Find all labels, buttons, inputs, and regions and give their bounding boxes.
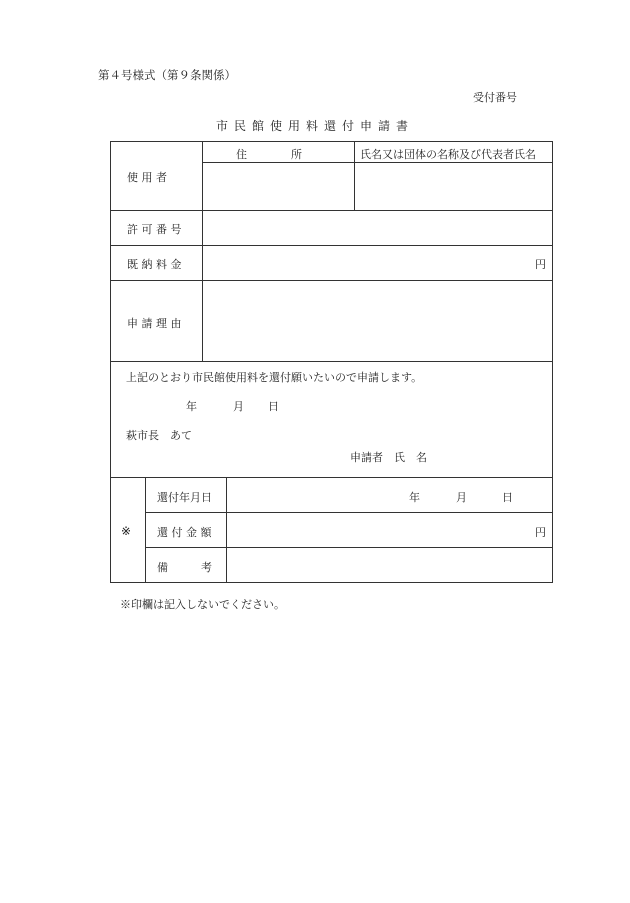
paid-fee-label: 既 納 料 金 [127, 258, 182, 271]
office-use-mark: ※ [121, 524, 132, 538]
footnote: ※印欄は記入しないでください。 [120, 598, 285, 611]
paid-fee-field[interactable] [204, 247, 551, 279]
reason-label: 申 請 理 由 [127, 317, 182, 330]
table-border-top [110, 141, 553, 142]
refund-amount-label: 還 付 金 額 [157, 526, 212, 539]
row-divider [110, 245, 553, 246]
date-day: 日 [268, 400, 279, 413]
label-column-divider [202, 141, 203, 361]
date-year: 年 [186, 400, 197, 413]
refund-amount-unit: 円 [535, 526, 546, 539]
form-number: 第４号様式（第９条関係） [98, 68, 236, 82]
applicant-name-label: 申請者 氏 名 [350, 451, 427, 464]
row-divider [110, 477, 553, 478]
name-field[interactable] [356, 164, 551, 209]
date-month: 月 [233, 400, 244, 413]
refund-date-month: 月 [456, 491, 467, 504]
header-divider [202, 162, 553, 163]
table-border-left [110, 141, 111, 583]
address-name-divider [354, 141, 355, 210]
row-divider [110, 280, 553, 281]
name-header: 氏名又は団体の名称及び代表者氏名 [360, 148, 536, 161]
refund-date-year: 年 [409, 491, 420, 504]
office-mark-divider [145, 477, 146, 582]
paid-fee-unit: 円 [535, 258, 546, 271]
address-header: 住 所 [236, 148, 302, 161]
addressee: 萩市長 あて [126, 429, 192, 442]
user-label: 使 用 者 [127, 171, 167, 184]
table-border-right [552, 141, 553, 583]
permit-number-field[interactable] [204, 212, 551, 244]
row-divider [110, 361, 553, 362]
refund-date-label: 還付年月日 [157, 491, 212, 504]
permit-number-label: 許 可 番 号 [127, 223, 182, 236]
remarks-label: 備 考 [157, 561, 212, 574]
refund-date-day: 日 [502, 491, 513, 504]
office-label-divider [226, 477, 227, 582]
row-divider [145, 512, 553, 513]
row-divider [110, 210, 553, 211]
address-field[interactable] [204, 164, 353, 209]
application-statement: 上記のとおり市民館使用料を還付願いたいので申請します。 [126, 371, 423, 384]
row-divider [145, 547, 553, 548]
table-border-bottom [110, 582, 553, 583]
receipt-number-label: 受付番号 [473, 91, 517, 104]
reason-field[interactable] [204, 282, 551, 360]
form-title: 市民館使用料還付申請書 [215, 119, 414, 133]
